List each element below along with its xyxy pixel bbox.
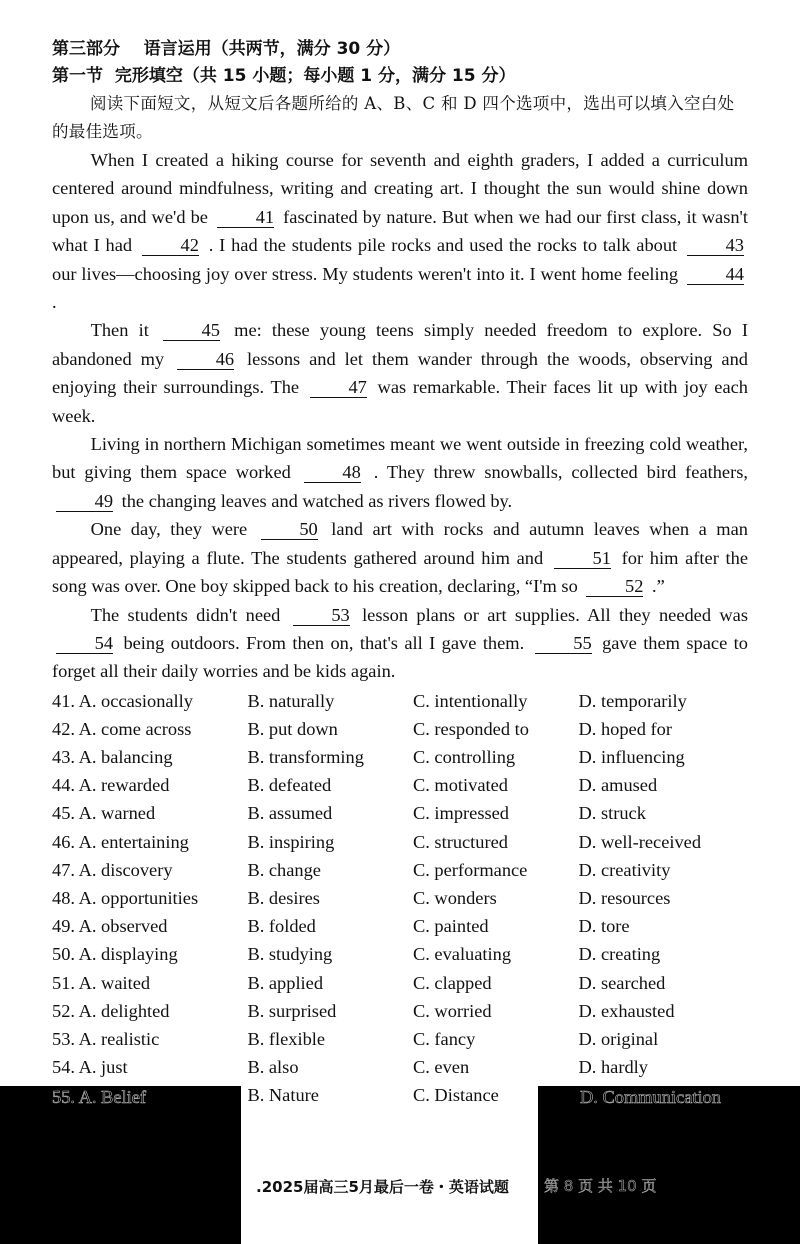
question-row (52, 771, 748, 799)
instructions: 阅读下面短文，从短文后各题所给的 A、B、C 和 D 四个选项中，选出可以填入空白处的最佳选项。 (52, 94, 735, 141)
option-46-d[interactable]: D. well-received (578, 831, 702, 852)
passage-text: One day, they were (90, 519, 248, 540)
blank-46: 46 (177, 349, 234, 370)
option-49-b[interactable]: B. folded (247, 916, 316, 937)
blank-49: 49 (56, 491, 113, 512)
blank-51: 51 (554, 548, 611, 569)
redaction-box-right (538, 1086, 800, 1244)
passage-text: . They threw snowballs, collected bird feathers, (373, 462, 748, 483)
paragraph (52, 515, 748, 600)
blank-55: 55 (535, 633, 592, 654)
option-54-d[interactable]: D. hardly (578, 1057, 648, 1078)
option-54-a[interactable]: 54. A. just (52, 1057, 128, 1078)
passage-text: Living in northern Michigan sometimes meant we went outside in freezing cold weather, but giving them space worked (52, 434, 748, 483)
option-42-b[interactable]: B. put down (247, 718, 338, 739)
paragraph (52, 601, 748, 686)
passage-text: land art with rocks and autumn leaves when a man appeared, playing a flute. The students gathered around him and (52, 519, 748, 568)
option-44-a[interactable]: 44. A. rewarded (52, 775, 170, 796)
option-47-d[interactable]: D. creativity (578, 859, 671, 880)
option-50-a[interactable]: 50. A. displaying (52, 944, 178, 965)
option-45-a[interactable]: 45. A. warned (52, 803, 156, 824)
passage-text: gave them space to forget all their daily worries and be kids again. (52, 632, 748, 682)
question-row (52, 884, 748, 912)
option-45-c[interactable]: C. impressed (412, 803, 509, 824)
section-title: 第一节 完形填空（共 15 小题；每小题 1 分，满分 15 分） (52, 66, 516, 86)
option-43-c[interactable]: C. controlling (412, 747, 516, 768)
option-46-a[interactable]: 46. A. entertaining (52, 831, 189, 852)
question-row (52, 715, 748, 743)
option-49-a[interactable]: 49. A. observed (52, 916, 168, 937)
option-53-d[interactable]: D. original (578, 1028, 659, 1049)
blank-48: 48 (304, 462, 361, 483)
page-info: 第 8 页 共 10 页 (544, 1177, 657, 1195)
option-52-c[interactable]: C. worried (412, 1000, 492, 1021)
part-title: 第三部分 语言运用（共两节，满分 30 分） (52, 39, 401, 59)
option-49-c[interactable]: C. painted (412, 916, 489, 937)
option-52-a[interactable]: 52. A. delighted (52, 1000, 170, 1021)
option-41-a[interactable]: 41. A. occasionally (52, 690, 193, 711)
option-51-d[interactable]: D. searched (578, 972, 666, 993)
option-53-c[interactable]: C. fancy (412, 1028, 476, 1049)
option-50-b[interactable]: B. studying (247, 944, 333, 965)
option-50-c[interactable]: C. evaluating (412, 944, 512, 965)
question-row (52, 856, 748, 884)
question-row (52, 828, 748, 856)
question-row (52, 969, 748, 997)
option-41-d[interactable]: D. temporarily (578, 690, 687, 711)
passage-text: .” (652, 576, 665, 597)
passage-text: . (52, 292, 57, 313)
option-42-c[interactable]: C. responded to (412, 718, 529, 739)
redaction-box-left (0, 1086, 241, 1244)
blank-54: 54 (56, 633, 113, 654)
option-53-b[interactable]: B. flexible (247, 1028, 326, 1049)
option-55-d: D. Communication (580, 1087, 721, 1107)
passage-text: The students didn't need (90, 604, 281, 625)
option-48-c[interactable]: C. wonders (412, 888, 497, 909)
blank-44: 44 (687, 264, 744, 285)
passage-text: was remarkable. Their faces lit up with joy each week. (52, 377, 748, 426)
passage-text: being outdoors. From then on, that's all I gave them. (123, 632, 525, 653)
passage-text: fascinated by nature. But when we had our first class, it wasn't what I had (52, 206, 748, 256)
option-52-b[interactable]: B. surprised (247, 1000, 337, 1021)
option-42-a[interactable]: 42. A. come across (52, 718, 192, 739)
question-row (52, 687, 748, 715)
blank-43: 43 (687, 235, 744, 256)
option-54-c[interactable]: C. even (412, 1057, 470, 1078)
cloze-passage (52, 146, 748, 686)
option-45-d[interactable]: D. struck (578, 803, 646, 824)
option-48-d[interactable]: D. resources (578, 888, 671, 909)
option-45-b[interactable]: B. assumed (247, 803, 333, 824)
option-41-c[interactable]: C. intentionally (412, 690, 528, 711)
option-44-c[interactable]: C. motivated (412, 775, 508, 796)
option-55-b[interactable]: B. Nature (247, 1085, 319, 1106)
question-row (52, 912, 748, 940)
option-49-d[interactable]: D. tore (578, 916, 630, 937)
question-row (52, 997, 748, 1025)
blank-45: 45 (163, 320, 220, 341)
passage-text: . I had the students pile rocks and used the rocks to talk about (208, 235, 678, 256)
blank-41: 41 (217, 207, 274, 228)
option-43-d[interactable]: D. influencing (578, 747, 685, 768)
question-row (52, 1025, 748, 1053)
option-42-d[interactable]: D. hoped for (578, 718, 672, 739)
options-list (52, 687, 748, 1110)
option-51-b[interactable]: B. applied (247, 972, 324, 993)
paragraph (52, 146, 748, 316)
option-46-c[interactable]: C. structured (412, 831, 508, 852)
option-52-d[interactable]: D. exhausted (578, 1000, 675, 1021)
blank-52: 52 (586, 576, 643, 597)
option-47-c[interactable]: C. performance (412, 859, 528, 880)
question-row (52, 799, 748, 827)
blank-42: 42 (142, 235, 199, 256)
question-row (52, 1053, 748, 1081)
blank-50: 50 (261, 519, 318, 540)
option-48-a[interactable]: 48. A. opportunities (52, 888, 199, 909)
option-53-a[interactable]: 53. A. realistic (52, 1028, 160, 1049)
option-47-b[interactable]: B. change (247, 859, 321, 880)
option-55-c[interactable]: C. Distance (412, 1085, 499, 1106)
option-43-b[interactable]: B. transforming (247, 747, 364, 768)
option-47-a[interactable]: 47. A. discovery (52, 859, 173, 880)
passage-text: Then it (90, 320, 149, 341)
option-54-b[interactable]: B. also (247, 1057, 299, 1078)
blank-47: 47 (310, 377, 367, 398)
option-51-a[interactable]: 51. A. waited (52, 972, 151, 993)
option-43-a[interactable]: 43. A. balancing (52, 747, 173, 768)
passage-text: me: these young teens simply needed freedom to explore. So I abandoned my (52, 320, 748, 369)
question-row (52, 743, 748, 771)
option-48-b[interactable]: B. desires (247, 888, 320, 909)
option-46-b[interactable]: B. inspiring (247, 831, 335, 852)
option-51-c[interactable]: C. clapped (412, 972, 492, 993)
option-44-d[interactable]: D. amused (578, 775, 658, 796)
passage-text: lesson plans or art supplies. All they needed was (362, 604, 748, 625)
exam-title: .2025届高三5月最后一卷・英语试题 (256, 1178, 509, 1196)
option-41-b[interactable]: B. naturally (247, 690, 335, 711)
option-50-d[interactable]: D. creating (578, 944, 661, 965)
passage-text: lessons and let them wander through the woods, observing and enjoying their surroundings. The (52, 348, 748, 398)
exam-page (52, 36, 748, 1110)
passage-text: our lives—choosing joy over stress. My students weren't into it. I went home feeling (52, 263, 679, 284)
passage-text: the changing leaves and watched as rivers flowed by. (121, 490, 513, 511)
paragraph (52, 430, 748, 515)
passage-text: When I created a hiking course for seventh and eighth graders, I added a curriculum centered around mindfulness, writing and creating art. I thought the sun would shine down upon us, and we'd be (52, 150, 748, 227)
option-55-a: 55. A. Belief (52, 1087, 146, 1107)
option-44-b[interactable]: B. defeated (247, 775, 332, 796)
paragraph (52, 316, 748, 430)
question-row (52, 940, 748, 968)
passage-text: for him after the song was over. One boy skipped back to his creation, declaring, “I'm so (52, 547, 749, 597)
blank-53: 53 (293, 605, 350, 626)
